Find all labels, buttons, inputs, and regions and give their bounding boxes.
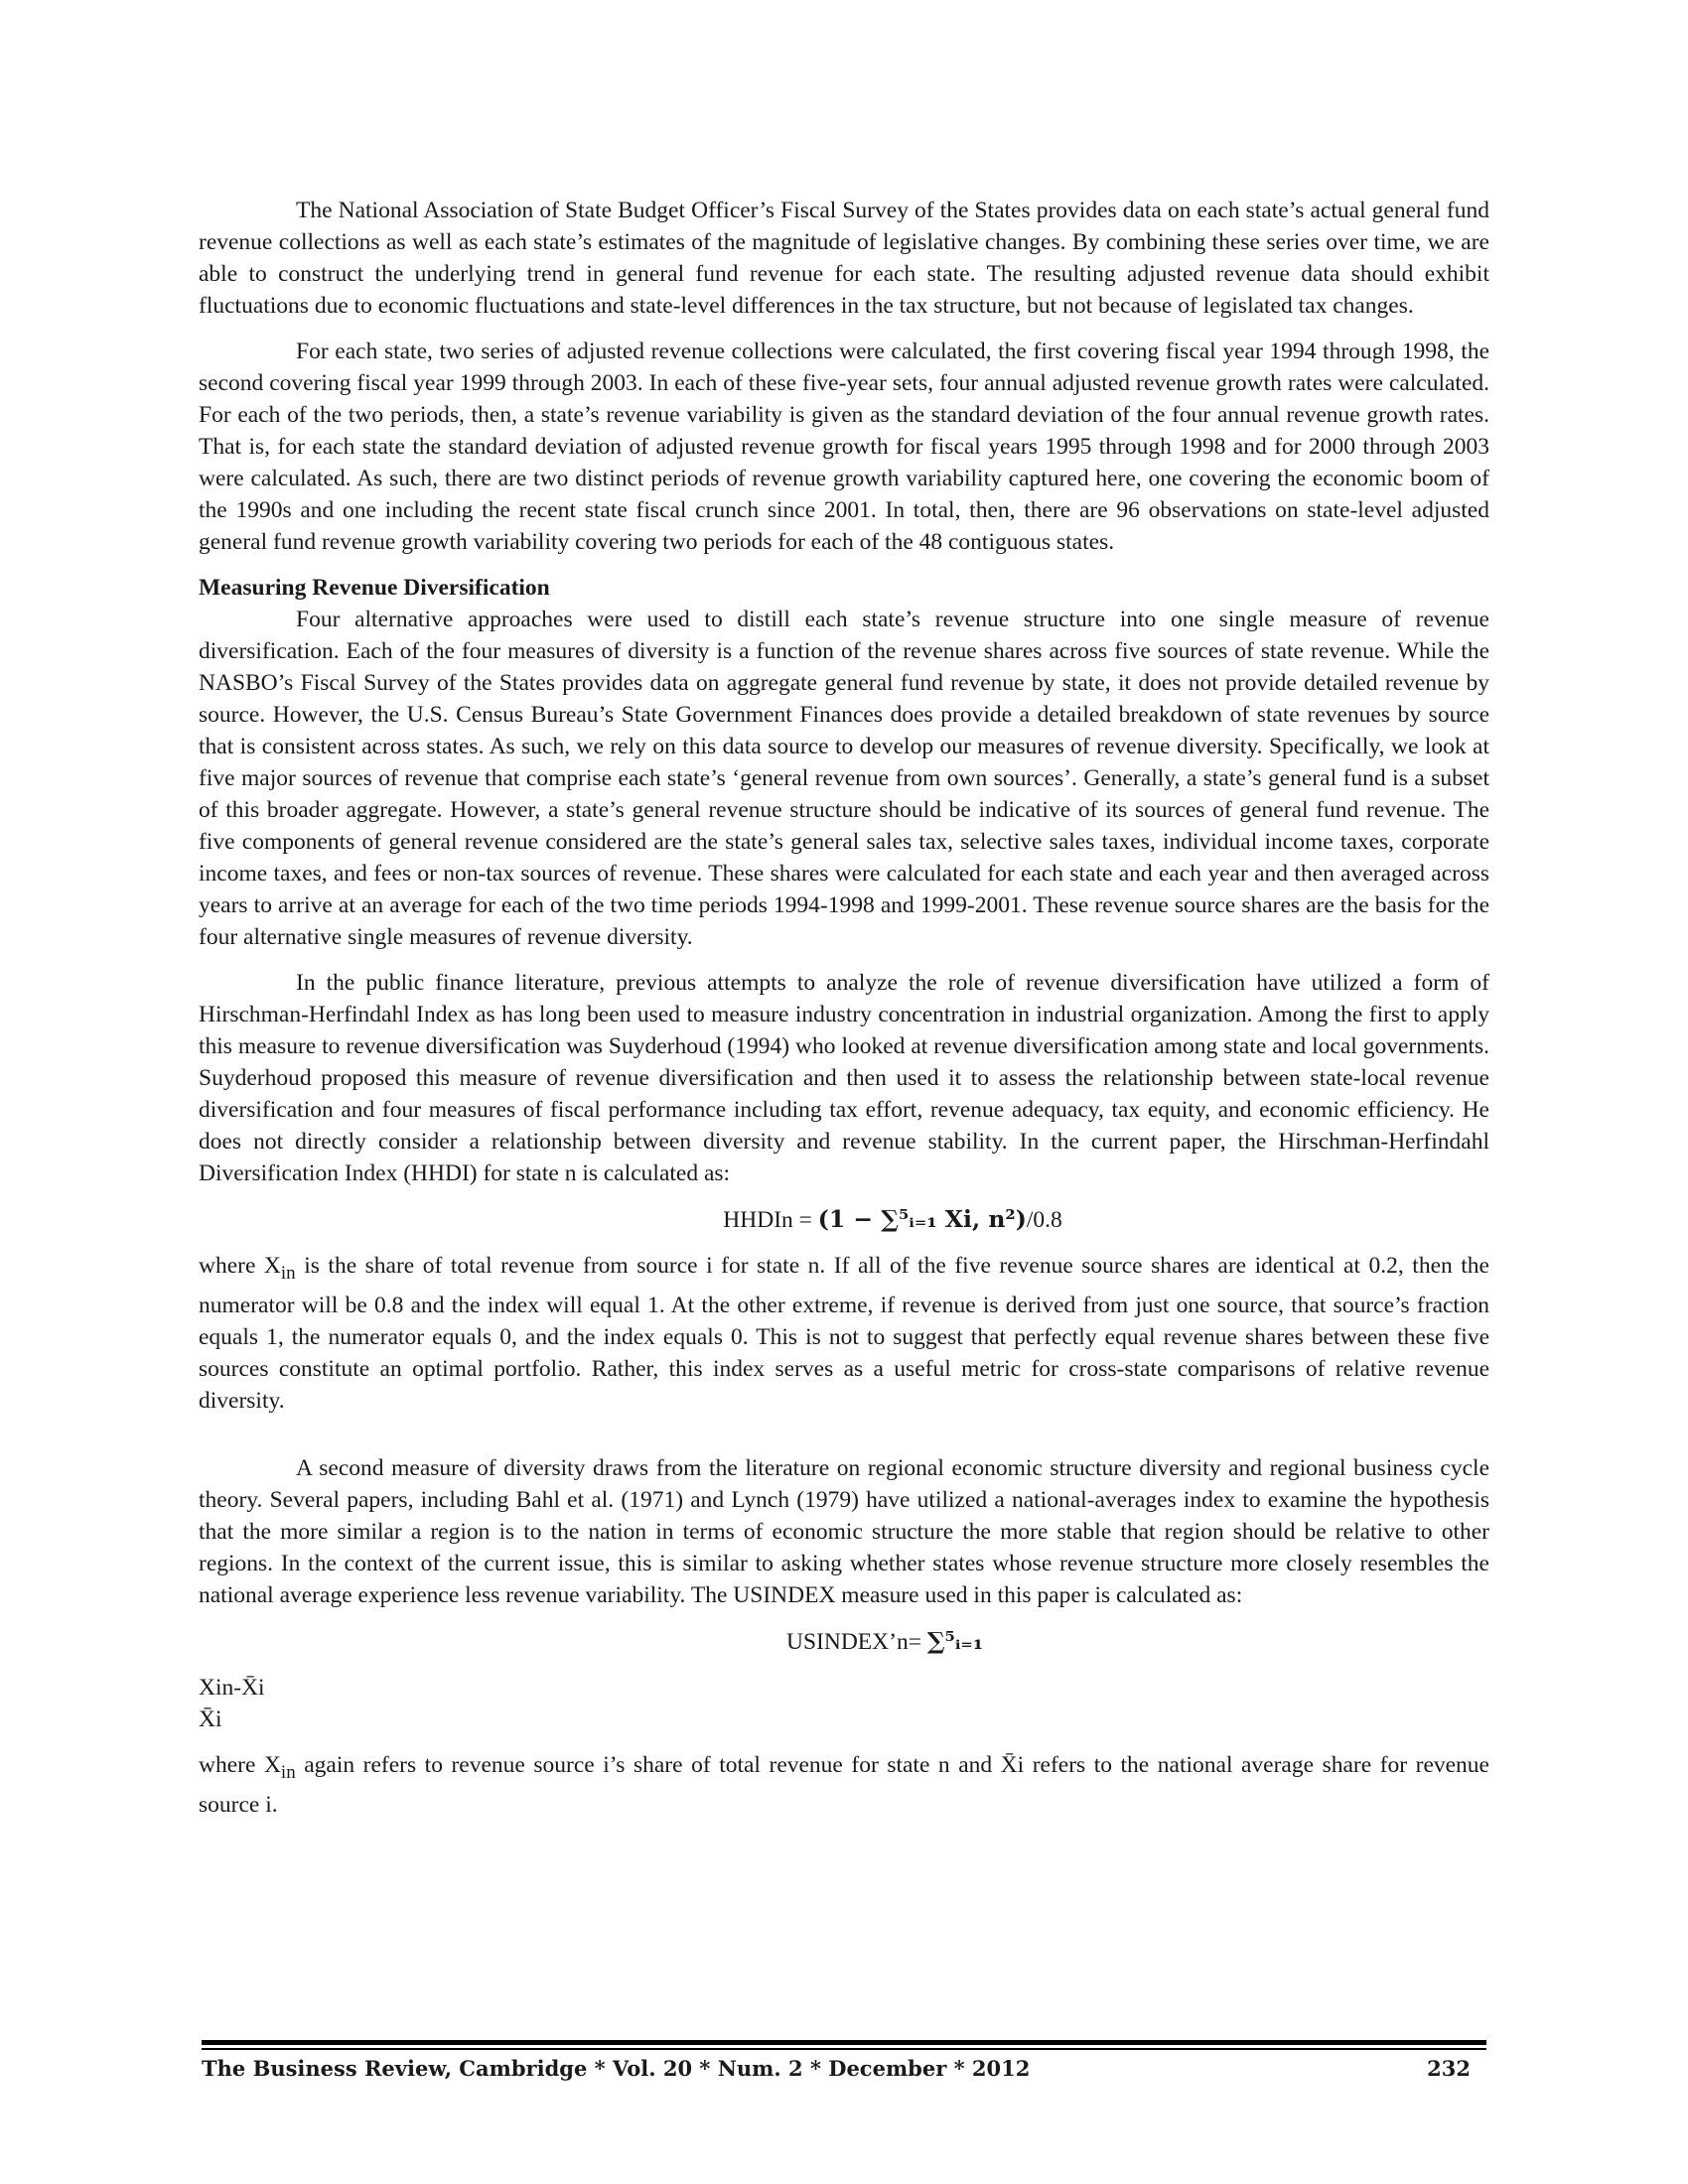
equation-usindex-lhs: USINDEX’n= <box>785 1629 927 1655</box>
equation-usindex <box>199 1625 1489 1658</box>
paragraph-hhdi-intro: In the public finance literature, previous attempts to analyze the role of revenue diversification have utilized a form of Hirschman-Herfindahl Index as has long been used to measure industry concentration in industrial organization. Among the first to apply this measure to revenue diversification was Suyderhoud (1994) who looked at revenue diversification among state and local governments. Suyderhoud proposed this measure of revenue diversification and then used it to assess the relationship between state-local revenue diversification and four measures of fiscal performance including tax effort, revenue adequacy, tax equity, and economic efficiency. He does not directly consider a relationship between diversity and revenue stability. In the current paper, the Hirschman-Herfindahl Diversification Index (HHDI) for state n is calculated as: <box>199 970 1489 1186</box>
paragraph-hhdi-explanation: where $X_{in}$ is the share of total revenue from source i for state n. If all of the five revenue source shares are identical at 0.2, then the numerator will be 0.8 and the index will equal 1. At the other extreme, if revenue is derived from just one source, that source’s fraction equals 1, the numerator equals 0, and the index equals 0. This is not to suggest that perfectly equal revenue shares between these five sources constitute an optimal portfolio. Rather, this index serves as a useful metric for cross-state comparisons of relative revenue diversity. <box>199 1253 1489 1414</box>
equation-usindex-denominator: X̄i <box>199 1706 222 1732</box>
equation-usindex-numerator: Xin-X̄i <box>199 1675 265 1701</box>
section-heading: Measuring Revenue Diversification <box>199 575 550 601</box>
page-footer <box>202 2056 1486 2081</box>
paragraph-usindex-intro: A second measure of diversity draws from the literature on regional economic structure diversity and regional business cycle theory. Several papers, including Bahl et al. (1971) and Lynch (1979) have utilized a national-averages index to examine the hypothesis that the more similar a region is to the nation in terms of economic structure the more stable that region should be relative to other regions. In the context of the current issue, this is similar to asking whether states whose revenue structure more closely resembles the national average experience less revenue variability. The USINDEX measure used in this paper is calculated as: <box>199 1455 1489 1608</box>
xbar-symbol: X̄i <box>1000 1752 1025 1778</box>
equation-hhdi-body: (1 − ∑⁵ᵢ₌₁ Xi, n²) <box>817 1205 1027 1233</box>
paragraph-adjusted-revenue: The National Association of State Budget Officer’s Fiscal Survey of the States provides data on each state’s actual general fund revenue collections as well as each state’s estimates of the magnitude of legislative changes. By combining these series over time, we are able to construct the underlying trend in general fund revenue for each state. The resulting adjusted revenue data should exhibit fluctuations due to economic fluctuations and state-level differences in the tax structure, but not because of legislated tax changes. <box>199 198 1489 319</box>
equation-hhdi <box>199 1203 1489 1236</box>
subscript-in: in <box>280 1762 296 1783</box>
paragraph-diversification-approaches: Four alternative approaches were used to distill each state’s revenue structure into one single measure of revenue diversification. Each of the four measures of diversity is a function of the revenue shares across five sources of state revenue. While the NASBO’s Fiscal Survey of the States provides data on aggregate general fund revenue by state, it does not provide detailed revenue by source. However, the U.S. Census Bureau’s State Government Finances does provide a detailed breakdown of state revenues by source that is consistent across states. As such, we rely on this data source to develop our measures of revenue diversity. Specifically, we look at five major sources of revenue that comprise each state’s ‘general revenue from own sources’. Generally, a state’s general fund is a subset of this broader aggregate. However, a state’s general revenue structure should be indicative of its sources of general fund revenue. The five components of general revenue considered are the state’s general sales tax, selective sales taxes, individual income taxes, corporate income taxes, and fees or non-tax sources of revenue. These shares were calculated for each state and each year and then averaged across years to arrive at an average for each of the two time periods 1994-1998 and 1999-2001. These revenue source shares are the basis for the four alternative single measures of revenue diversity. <box>199 607 1489 950</box>
equation-hhdi-lhs: HHDIn = <box>723 1207 818 1233</box>
paragraph-usindex-explanation: where $X_{in}$ again refers to revenue source i’s share of total revenue for state n and X̄i refers to the national average share for revenue source i. <box>199 1752 1489 1818</box>
footer-rule-thin <box>202 2048 1486 2050</box>
paragraph-revenue-series: For each state, two series of adjusted revenue collections were calculated, the first covering fiscal year 1994 through 1998, the second covering fiscal year 1999 through 2003. In each of these five-year sets, four annual adjusted revenue growth rates were calculated. For each of the two periods, then, a state’s revenue variability is given as the standard deviation of the four annual revenue growth rates. That is, for each state the standard deviation of adjusted revenue growth for fiscal years 1995 through 1998 and for 2000 through 2003 were calculated. As such, there are two distinct periods of revenue growth variability captured here, one covering the economic boom of the 1990s and one including the recent state fiscal crunch since 2001. In total, then, there are 96 observations on state-level adjusted general fund revenue growth variability covering two periods for each of the 48 contiguous states. <box>199 339 1489 555</box>
footer-rule <box>202 2040 1486 2045</box>
equation-usindex-sum: ∑⁵ᵢ₌₁ <box>926 1627 984 1655</box>
article-body <box>199 195 1489 1835</box>
equation-hhdi-tail: /0.8 <box>1026 1207 1062 1233</box>
subscript-in: in <box>280 1263 296 1284</box>
journal-citation: The Business Review, Cambridge * Vol. 20 * Num. 2 * December * 2012 <box>202 2056 1031 2081</box>
page-number: 232 <box>1427 2056 1471 2081</box>
